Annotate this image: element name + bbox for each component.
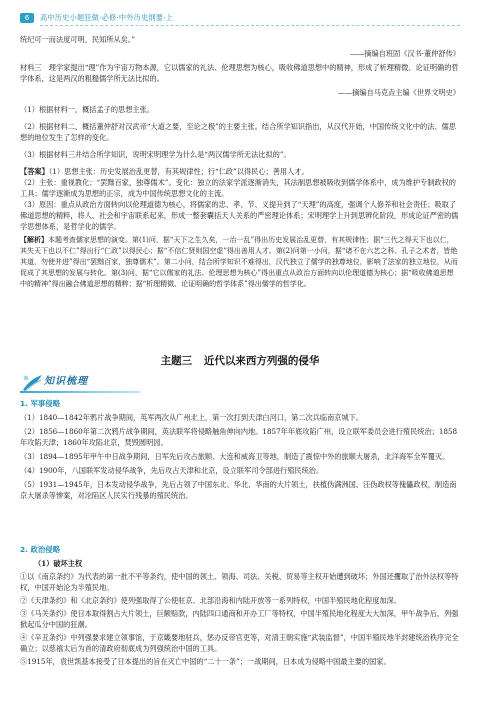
question-3: （3）根据材料三并结合所学知识，说明宋明理学为什么是“两汉儒学所无法比拟的”。 [20, 150, 291, 159]
political-item-5: ⑤1915年，袁世凯基本接受了日本提出的旨在灭亡中国的“二十一条”；一战期间，日本成为侵略中国最主要的国家。 [20, 657, 391, 666]
material-source-1: ——摘编自班固《汉书·董仲舒传》 [349, 49, 460, 58]
section-political [20, 544, 460, 667]
military-item-4: （4）1900年，八国联军发动侵华战争，先后攻占天津和北京，设立联军司令部进行殖民统治。 [20, 466, 324, 475]
political-item-4: ④《辛丑条约》中列强要求建立领事馆，于京畿要地驻兵，惩办反帝官吏等，对清王朝实施“武装监督”，中国半殖民地半封建统治秩序完全确立；以慈禧太后为首的清政府彻底成为列强统治中国的工具。 [20, 633, 459, 653]
subsection-sovereignty: （1）破坏主权 [34, 559, 83, 568]
header-divider [40, 25, 460, 26]
military-item-3: （3）1894—1895年甲午中日战争期间，日军先后攻占旅顺、大连和威海卫等地，制造了震惊中外的旅顺大屠杀，北洋海军全军覆灭。 [20, 452, 450, 461]
material-line: 统纪可一而法度可明，民知所从矣。” [20, 35, 136, 44]
material-source-2: ——摘编自马克垚主编《世界文明史》 [337, 88, 460, 97]
knowledge-badge [20, 372, 160, 394]
section-1-title: 1. 军事侵略 [20, 399, 61, 408]
answer-label: 【答案】 [20, 167, 49, 176]
section-2-title: 2. 政治侵略 [20, 545, 61, 554]
theme-number: 主题三 [160, 355, 193, 367]
question-2: （2）根据材料二，概括董仲舒对汉武帝“大道之要，至论之极”的主要主张。结合所学知识指出，从汉代开始，中国传统文化中的法、儒思想的地位发生了怎样的变化。 [20, 122, 456, 142]
book-title: 高中历史小题狂做·必修·中外历史纲要·上 [40, 13, 174, 22]
material-three: 材料三 理学家提出“理”作为宇宙万物本源，它以儒家的礼法、伦理思想为核心，吸收佛道思想中的精神，形成了析理精微、论证明确的哲学体系，这是两汉的粗糙儒学所无法比拟的。 [20, 63, 459, 83]
political-item-2: ②《天津条约》和《北京条约》使列强取得了公使驻京、北部沿海和内陆开放等一系列特权，中国半殖民地化程度加深。 [20, 596, 401, 605]
military-item-2: （2）1856—1860年第二次鸦片战争期间，英法联军将侵略触角伸向内地。1857年年底攻陷广州，设立联军委员会进行殖民统治；1858年攻陷天津；1860年攻陷北京，焚毁圆明园。 [20, 427, 458, 447]
theme-heading [0, 356, 480, 367]
badge-underline [20, 391, 140, 393]
answer-1 [20, 166, 460, 177]
badge-label: 知识梳理 [44, 376, 88, 387]
military-item-5: （5）1931—1945年，日本发动侵华战争，先后占领了中国东北、华北、华南的大片领土，扶植伪满洲国、汪伪政权等傀儡政权，制造南京大屠杀等惨案，对沦陷区人民实行残暴的殖民统治。 [20, 480, 457, 500]
page-number: 6 [20, 13, 34, 23]
political-item-3: ③《马关条约》使日本取得割占大片领土，巨额赔款，内陆四口通商和开办工厂等特权，中国半殖民地化程度大大加深，甲午战争后，列强掀起瓜分中国的狂潮。 [20, 609, 459, 629]
theme-title: 近代以来西方列强的侵华 [203, 355, 320, 367]
section-military [20, 398, 460, 501]
answer-2: （2）主张：重视教化；“罢黜百家，独尊儒术”。变化：独立的法家学派逐渐消失，其法制思想被吸收到儒学体系中，成为维护专制政权的工具；儒学逐渐成为思想的正宗，成为中国传统思想文化的主流。 [20, 178, 456, 198]
analysis [20, 234, 460, 290]
answer-1-text: （1）思想主张：历史发展治乱更替，有其规律性；行“仁政”以得民心；善用人才。 [48, 167, 309, 176]
analysis-text: 本题考查儒家思想的演变。第(1)问，据“天下之生久矣，一治一乱”得出历史发展治乱更替，有其规律性；据“三代之得天下也以仁，其失天下也以不仁”得出行“仁政”以得民心；据“不信仁贤则国空虚”得出善用人才。第(2)问第一小问，据“诸不在六艺之科、孔子之术者，皆绝其道，勿使并进”得出“罢黜百家，独尊儒术”。第二小问，结合所学知识不难得出，汉代独立了儒学的独尊地位，影响了法家的独立地位，从而促成了其思想的发展与转化。第(3)问，据“它以儒家的礼法、伦理思想为核心”得出重点从政治方面转向以伦理道德为核心；据“吸收佛道思想中的精神”得出融合佛道思想的精粹；据“析理精微、论证明确的哲学体系”得出儒学的哲学化。 [20, 236, 458, 288]
analysis-label: 【解析】 [20, 235, 48, 244]
military-item-1: （1）1840—1842年鸦片战争期间，英军两次从广州北上，第一次打到天津白河口，第二次兵临南京城下。 [20, 413, 364, 422]
page-header [0, 9, 480, 27]
question-1: （1）根据材料一，概括孟子的思想主张。 [20, 105, 154, 114]
material-block [20, 34, 460, 290]
political-item-1: ①以《南京条约》为代表的第一批不平等条约，使中国的领土、领海、司法、关税、贸易等主权开始遭到破坏；外国还攫取了治外法权等特权，中国开始沦为半殖民地。 [20, 572, 459, 592]
answer-3: （3）原因：重点从政治方面转向以伦理道德为核心，将儒家的忠、孝、节、义提升到了“天理”的高度，强调个人修养和社会责任；吸取了佛道思想的精粹，将人、社会和宇宙联系起来，形成一整套囊括天人关系的严密理论体系；宋明理学上升到思辨化阶段，形成论证严密的儒学思想体系，是哲学化的儒学。 [20, 200, 459, 231]
